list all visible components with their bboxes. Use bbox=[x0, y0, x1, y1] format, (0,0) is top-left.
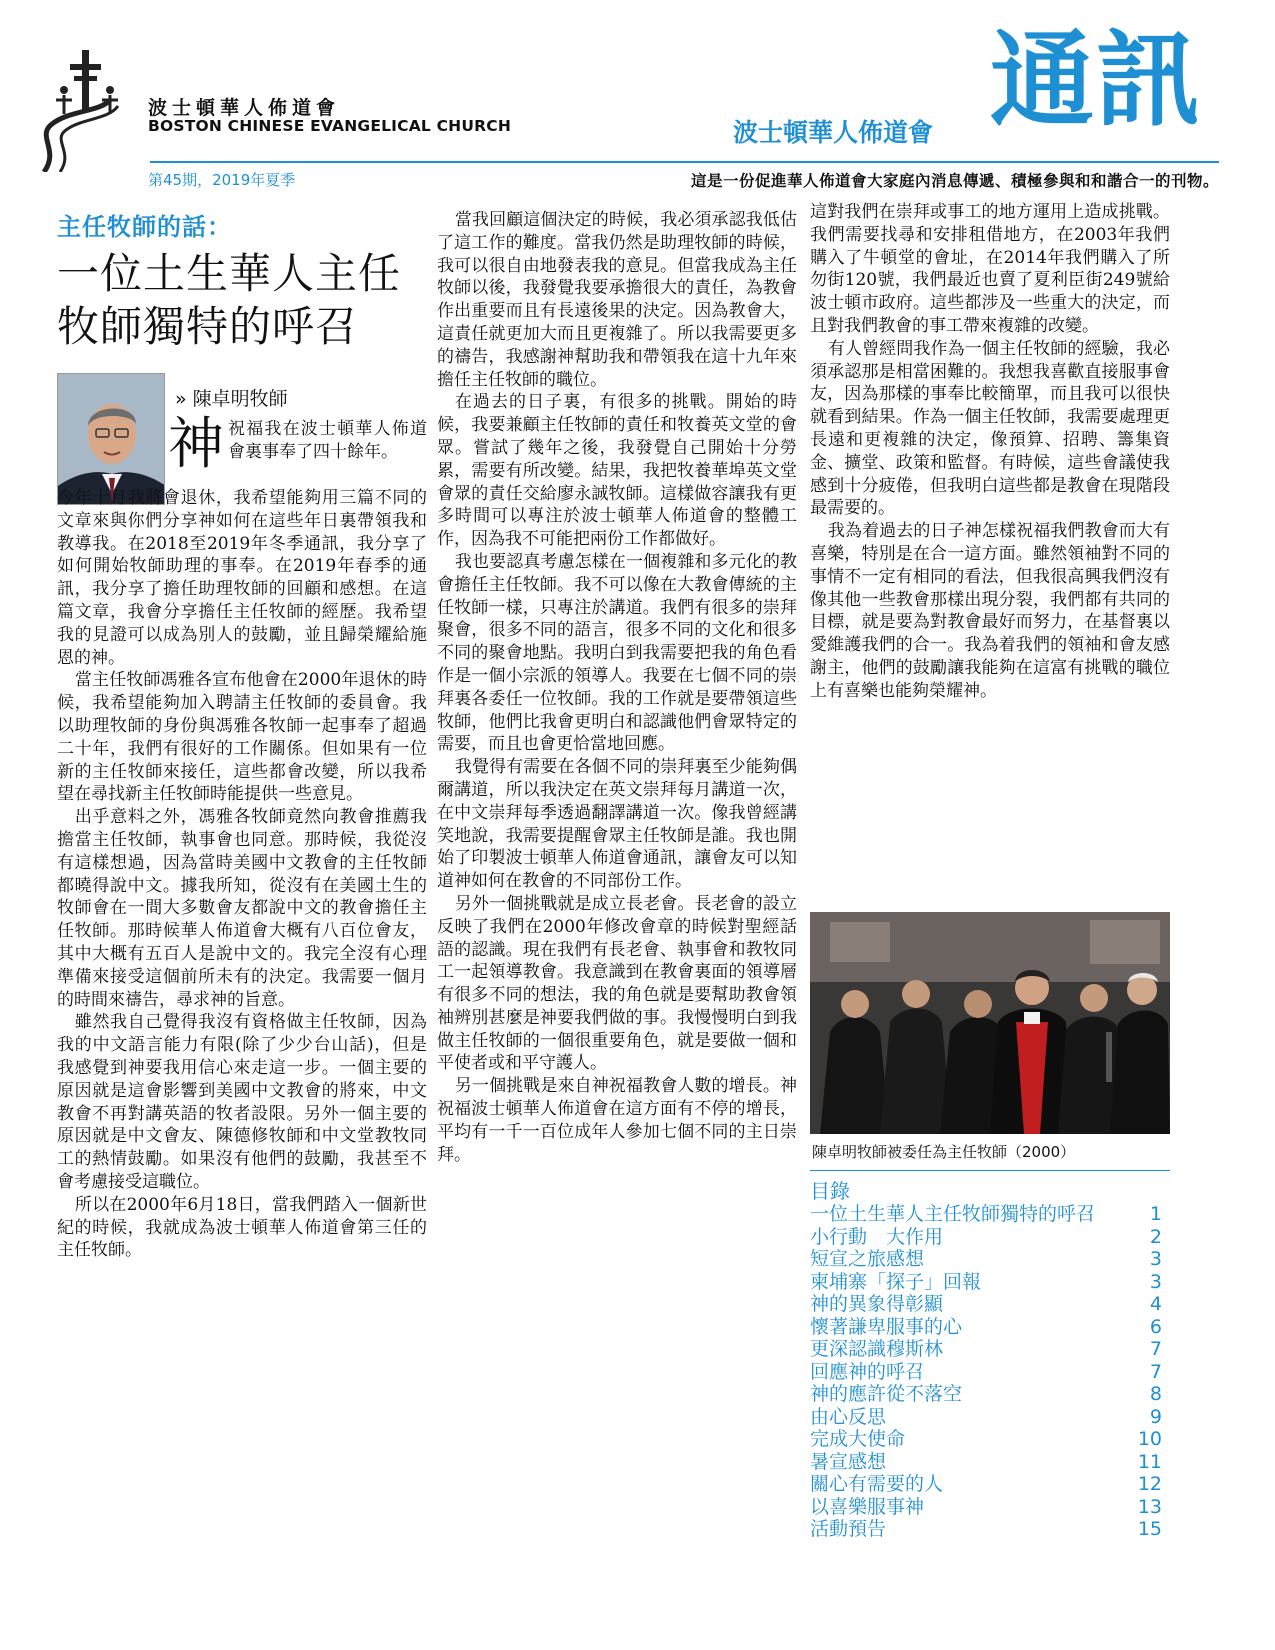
toc-item[interactable] bbox=[810, 1248, 1170, 1271]
toc-item-title: 柬埔寨「探子」回報 bbox=[810, 1270, 982, 1293]
paragraph: 另一個挑戰是來自神祝福教會人數的增長。神祝福波士頓華人佈道會在這方面有不停的增長，平均有一千一百位成年人參加七個不同的主日崇拜。 bbox=[437, 1076, 797, 1165]
paragraph: 當我回顧這個決定的時候，我必須承認我低估了這工作的難度。當我仍然是助理牧師的時候，我可以很自由地發表我的意見。但當我成為主任牧師以後，我發覺我要承擔很大的責任，為教會作出重要而且有長遠後果的決定。因為教會大，這責任就更加大而且更複雜了。所以我需要更多的禱告，我感謝神幫助我和帶領我在這十九年來擔任主任牧師的職位。 bbox=[437, 210, 797, 390]
toc-item-title: 神的異象得彰顯 bbox=[810, 1293, 944, 1315]
toc-item-page: 11 bbox=[1137, 1450, 1162, 1473]
toc-item-page: 9 bbox=[1149, 1405, 1162, 1428]
toc-item[interactable] bbox=[810, 1271, 1170, 1294]
toc-item-page: 7 bbox=[1149, 1360, 1162, 1383]
paragraph: 我覺得有需要在各個不同的崇拜裏至少能夠偶爾講道，所以我決定在英文崇拜每月講道一次，在中文崇拜每季透過翻譯講道一次。像我曾經講笑地說，我需要提醒會眾主任牧師是誰。我也開始了印製波士頓華人佈道會通訊，讓會友可以知道神如何在教會的不同部份工作。 bbox=[437, 757, 797, 892]
toc-item[interactable] bbox=[810, 1361, 1170, 1384]
toc-item-title: 關心有需要的人 bbox=[810, 1473, 944, 1495]
toc-item-title: 暑宣感想 bbox=[810, 1450, 887, 1473]
toc-item-page: 3 bbox=[1149, 1270, 1162, 1293]
toc-item[interactable] bbox=[810, 1451, 1170, 1474]
toc-item-title: 由心反思 bbox=[810, 1405, 887, 1428]
paragraph: 我也要認真考慮怎樣在一個複雜和多元化的教會擔任主任牧師。我不可以像在大教會傳統的主任牧師一樣，只專注於講道。我們有很多的崇拜聚會，很多不同的語言，很多不同的文化和很多不同的聚會地點。我明白到我需要把我的角色看作是一個小宗派的領導人。我要在七個不同的崇拜裏各委任一位牧師。我的工作就是要帶領這些牧師，他們比我會更明白和認識他們會眾特定的需要，而且也會更恰當地回應。 bbox=[437, 551, 797, 755]
church-name-english: BOSTON CHINESE EVANGELICAL CHURCH bbox=[148, 117, 512, 135]
table-of-contents bbox=[810, 1180, 1170, 1541]
toc-item[interactable] bbox=[810, 1496, 1170, 1519]
paragraph: 今年十月我將會退休，我希望能夠用三篇不同的文章來與你們分享神如何在這些年日裏帶領我和教導我。在2018至2019年冬季通訊，我分享了如何開始牧師助理的事奉。在2019年春季的通訊，我分享了擔任助理牧師的回顧和感想。在這篇文章，我會分享擔任主任牧師的經歷。我希望我的見證可以成為別人的鼓勵，並且歸榮耀給施恩的神。 bbox=[57, 488, 427, 668]
paragraph: 所以在2000年6月18日，當我們踏入一個新世紀的時候，我就成為波士頓華人佈道會第三任的主任牧師。 bbox=[57, 1194, 427, 1261]
church-logo bbox=[30, 40, 140, 172]
toc-item-page: 13 bbox=[1137, 1495, 1162, 1518]
toc-item-title: 短宣之旅感想 bbox=[810, 1248, 925, 1270]
toc-item-title: 小行動 大作用 bbox=[810, 1225, 944, 1248]
tagline: 這是一份促進華人佈道會大家庭內消息傳遞、積極參與和和諧合一的刊物。 bbox=[690, 172, 1219, 190]
toc-item[interactable] bbox=[810, 1293, 1170, 1316]
header-divider bbox=[150, 161, 1219, 163]
caption-divider bbox=[810, 1170, 1170, 1171]
article-column-1 bbox=[57, 487, 427, 1262]
paragraph: 這對我們在崇拜或事工的地方運用上造成挑戰。我們需要找尋和安排租借地方，在2003年我們購入了牛頓堂的會址，在2014年我們購入了所勿街120號，我們最近也賣了夏利臣街249號給波士頓市政府。這些都涉及一些重大的決定，而且對我們教會的事工帶來複雜的改變。 bbox=[810, 202, 1170, 336]
toc-item-page: 12 bbox=[1137, 1473, 1162, 1495]
section-heading: 主任牧師的話： bbox=[57, 213, 232, 241]
drop-cap: 神 bbox=[168, 412, 224, 477]
paragraph: 在過去的日子裏，有很多的挑戰。開始的時候，我要兼顧主任牧師的責任和牧養英文堂的會眾。嘗試了幾年之後，我發覺自己開始十分勞累，需要有所改變。結果，我把牧養華埠英文堂會眾的責任交給廖永誠牧師。這樣做容讓我有更多時間可以專注於波士頓華人佈道會的整體工作，因為我不可能把兩份工作都做好。 bbox=[437, 392, 797, 550]
paragraph: 有人曾經問我作為一個主任牧師的經驗，我必須承認那是相當困難的。我想我喜歡直接服事會友，因為那樣的事奉比較簡單，而且我可以很快就看到結果。作為一個主任牧師，我需要處理更長遠和更複雜的決定，像預算、招聘、籌集資金、擴堂、政策和監督。有時候，這些會議使我感到十分疲倦，但我明白這些都是教會在現階段最需要的。 bbox=[810, 338, 1170, 519]
article-intro: 祝福我在波士頓華人佈道會裏事奉了四十餘年。 bbox=[228, 419, 427, 462]
toc-item-page: 10 bbox=[1137, 1428, 1162, 1450]
toc-item[interactable] bbox=[810, 1518, 1170, 1541]
toc-item-title: 活動預告 bbox=[810, 1518, 887, 1540]
toc-item-title: 懷著謙卑服事的心 bbox=[810, 1315, 963, 1338]
toc-item[interactable] bbox=[810, 1428, 1170, 1451]
toc-item-page: 8 bbox=[1149, 1383, 1162, 1405]
toc-title: 目錄 bbox=[810, 1179, 850, 1203]
toc-item[interactable] bbox=[810, 1473, 1170, 1496]
article-title bbox=[57, 247, 427, 353]
church-name-chinese: 波士頓華人佈道會 bbox=[148, 97, 341, 119]
toc-item[interactable] bbox=[810, 1226, 1170, 1249]
toc-item-title: 更深認識穆斯林 bbox=[810, 1338, 944, 1360]
toc-item[interactable] bbox=[810, 1383, 1170, 1406]
masthead-title: 通訊 bbox=[990, 19, 1203, 141]
paragraph: 雖然我自己覺得我沒有資格做主任牧師，因為我的中文語言能力有限(除了少少台山話)，但是我感覺到神要我用信心來走這一步。一個主要的原因就是這會影響到美國中文教會的將來，中文教會不再對講英語的牧者設限。另外一個主要的原因就是中文會友、陳德修牧師和中文堂教牧同工的熱情鼓勵。如果沒有他們的鼓勵，我甚至不會考慮接受這職位。 bbox=[57, 1012, 427, 1192]
author-portrait bbox=[57, 373, 165, 505]
toc-item-page: 2 bbox=[1149, 1225, 1162, 1248]
toc-item[interactable] bbox=[810, 1338, 1170, 1361]
photo-caption: 陳卓明牧師被委任為主任牧師（2000） bbox=[812, 1143, 1076, 1161]
toc-item-title: 一位土生華人主任牧師獨特的呼召 bbox=[810, 1203, 1096, 1225]
toc-item[interactable] bbox=[810, 1203, 1170, 1226]
toc-item-page: 4 bbox=[1149, 1293, 1162, 1315]
toc-item-page: 1 bbox=[1149, 1203, 1162, 1225]
paragraph: 出乎意料之外，馮雅各牧師竟然向教會推薦我擔當主任牧師，執事會也同意。那時候，我從沒有這樣想過，因為當時美國中文教會的主任牧師都曉得說中文。據我所知，從沒有在美國土生的牧師會在一間大多數會友都說中文的教會擔任主任牧師。那時候華人佈道會大概有八百位會友，其中大概有五百人是說中文的。我完全沒有心理準備來接受這個前所未有的決定。我需要一個月的時間來禱告，尋求神的旨意。 bbox=[57, 807, 427, 1010]
paragraph: 當主任牧師馮雅各宣布他會在2000年退休的時候，我希望能夠加入聘請主任牧師的委員會。我以助理牧師的身份與馮雅各牧師一起事奉了超過二十年，我們有很好的工作關係。但如果有一位新的主任牧師來接任，這些都會改變，所以我希望在尋找新主任牧師時能提供一些意見。 bbox=[57, 670, 427, 805]
article-title-line: 牧師獨特的呼召 bbox=[57, 302, 359, 351]
article-title-line: 一位土生華人主任 bbox=[57, 249, 402, 298]
ordination-photo bbox=[810, 912, 1170, 1134]
article-column-2 bbox=[437, 209, 797, 1166]
toc-item-page: 3 bbox=[1149, 1248, 1162, 1270]
toc-item-page: 15 bbox=[1137, 1518, 1162, 1540]
toc-item-title: 神的應許從不落空 bbox=[810, 1383, 963, 1405]
publication-brand: 波士頓華人佈道會 bbox=[733, 118, 934, 147]
issue-label: 第45期，2019年夏季 bbox=[148, 171, 296, 189]
toc-item-page: 6 bbox=[1149, 1315, 1162, 1338]
paragraph: 另外一個挑戰就是成立長老會。長老會的設立反映了我們在2000年修改會章的時候對聖經話語的認識。現在我們有長老會、執事會和教牧同工一起領導教會。我意識到在教會裏面的領導層有很多不同的想法，我的角色就是要幫助教會領袖辨別甚麼是神要我們做的事。我慢慢明白到我做主任牧師的一個很重要角色，就是要做一個和平使者或和平守護人。 bbox=[437, 893, 797, 1074]
toc-item-page: 7 bbox=[1149, 1338, 1162, 1360]
toc-item-title: 完成大使命 bbox=[810, 1428, 906, 1450]
toc-item-title: 以喜樂服事神 bbox=[810, 1495, 925, 1518]
article-column-3 bbox=[810, 201, 1170, 703]
paragraph: 我為着過去的日子神怎樣祝福我們教會而大有喜樂，特別是在合一這方面。雖然領袖對不同的事情不一定有相同的看法，但我很高興我們沒有像其他一些教會那樣出現分裂，我們都有共同的目標，就是要為對教會最好而努力，在基督裏以愛維護我們的合一。我為着我們的領袖和會友感謝主，他們的鼓勵讓我能夠在這富有挑戰的職位上有喜樂也能夠榮耀神。 bbox=[810, 521, 1170, 701]
toc-item-title: 回應神的呼召 bbox=[810, 1360, 925, 1383]
toc-item[interactable] bbox=[810, 1406, 1170, 1429]
author-byline: » 陳卓明牧師 bbox=[175, 388, 288, 410]
toc-item[interactable] bbox=[810, 1316, 1170, 1339]
